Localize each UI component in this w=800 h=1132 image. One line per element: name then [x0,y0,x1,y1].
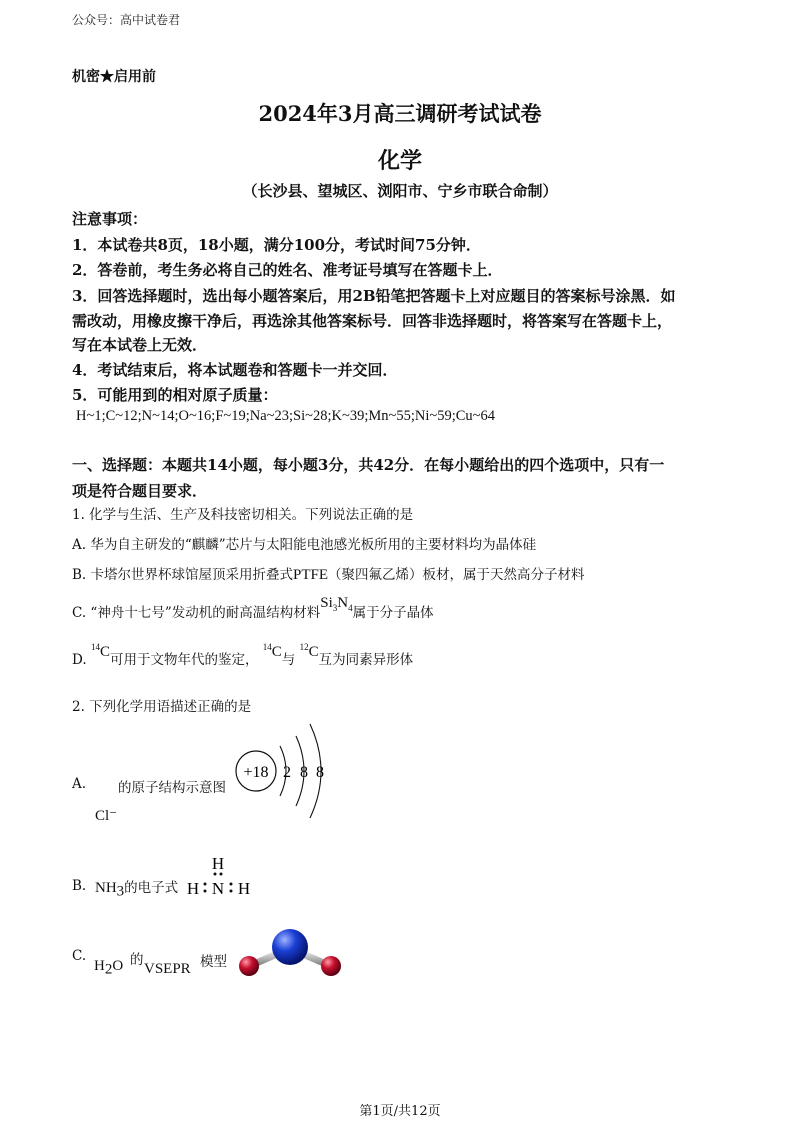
outer-atom-left [239,956,259,976]
notice-item-5: 5．可能用到的相对原子质量： [72,386,278,404]
q1-d-label: D. [72,652,87,668]
q1-b-pre: B. 卡塔尔世界杯球馆屋顶采用折叠式 [72,567,294,583]
dot-n: N [211,879,225,898]
q2-c-text: 的 [130,952,144,968]
q2-c-label: C. [72,948,87,964]
q1-d-isotope-1: $^{14}$C [90,642,110,660]
notice-item-3-cont: 需改动，用橡皮擦干净后，再选涂其他答案标号．回答非选择题时，将答案写在答题卡上， [72,312,673,330]
page-footer: 第1页/共12页 [359,1104,441,1119]
q2-stem: 2. 下列化学用语描述正确的是 [72,699,252,715]
q2-b-label: B. [72,878,87,894]
q1-stem: 1. 化学与生活、生产及科技密切相关。下列说法正确的是 [72,507,414,523]
q1-b-post: （聚四氟乙烯）板材，属于天然高分子材料 [328,567,585,583]
q1-d-isotope-2: $^{14}$C [262,642,282,660]
q2-a-label: A. [72,776,87,792]
q2-c-text2: 模型 [200,954,227,970]
q1-c-pre: C. “神舟十七号”发动机的耐高温结构材料 [72,605,321,621]
central-atom [272,929,308,965]
confidential-label: 机密★启用前 [72,69,156,85]
q1-option-d: D. $^{14}$C可用于文物年代的鉴定， $^{14}$C与 $^{12}$C互为同素异形体 [72,642,414,668]
q1-d-isotope-3: $^{12}$C [299,642,319,660]
dot-h-top: H [211,854,225,873]
q2-c-formula: $H_2O$ [94,958,124,978]
notice-heading: 注意事项： [72,210,148,228]
q1-option-a: A. 华为自主研发的“麒麟”芯片与太阳能电池感光板所用的主要材料均为晶体硅 [72,537,537,553]
subject-title: 化学 [377,148,422,174]
outer-atom-right [321,956,341,976]
dot-h-left: H [186,879,200,898]
notice-item-3-end: 写在本试卷上无效． [72,336,208,354]
q2-a-text: 的原子结构示意图 [118,780,226,796]
shell-electrons-2: 8 [300,764,308,781]
q1-c-formula: $Si_3N_4$ [320,595,353,613]
exam-title: 2024年3月高三调研考试试卷 [258,101,542,126]
vsepr-ball-model [234,922,346,982]
section1-line2: 项是符合题目要求． [72,482,208,500]
shell-electrons-3: 8 [316,764,324,781]
shell-electrons-1: 2 [283,764,291,781]
joint-note: （长沙县、望城区、浏阳市、宁乡市联合命制） [242,182,558,200]
section1-line1: 一、选择题：本题共14小题，每小题3分，共42分．在每小题给出的四个选项中，只有一 [72,456,665,474]
q1-option-c [72,595,434,623]
nucleus-charge: +18 [243,764,269,781]
header-watermark: 公众号：高中试卷君 [72,13,181,27]
q1-b-chem: PTFE [293,567,329,583]
atomic-structure-diagram [228,718,338,828]
q2-a-ion: Cl⁻ [95,808,118,824]
atomic-masses: H~1;C~12;N~14;O~16;F~19;Na~23;Si~28;K~39;Mn~55;Ni~59;Cu~64 [76,408,496,424]
q2-b-formula-text: $NH_3$的电子式 [95,880,179,900]
q1-option-b [72,563,585,584]
notice-item-1: 1．本试卷共8页，18小题，满分100分，考试时间75分钟． [72,236,481,254]
ammonia-electron-dot-formula [184,852,256,902]
notice-item-2: 2．答卷前，考生务必将自己的姓名、准考证号填写在答题卡上． [72,261,503,279]
q1-c-post: 属于分子晶体 [352,605,434,621]
notice-item-3: 3．回答选择题时，选出每小题答案后，用2B铅笔把答题卡上对应题目的答案标号涂黑．如 [72,287,676,305]
dot-h-right: H [237,879,251,898]
q2-c-vsepr: VSEPR [144,961,191,977]
notice-item-4: 4．考试结束后，将本试题卷和答题卡一并交回． [72,361,398,379]
